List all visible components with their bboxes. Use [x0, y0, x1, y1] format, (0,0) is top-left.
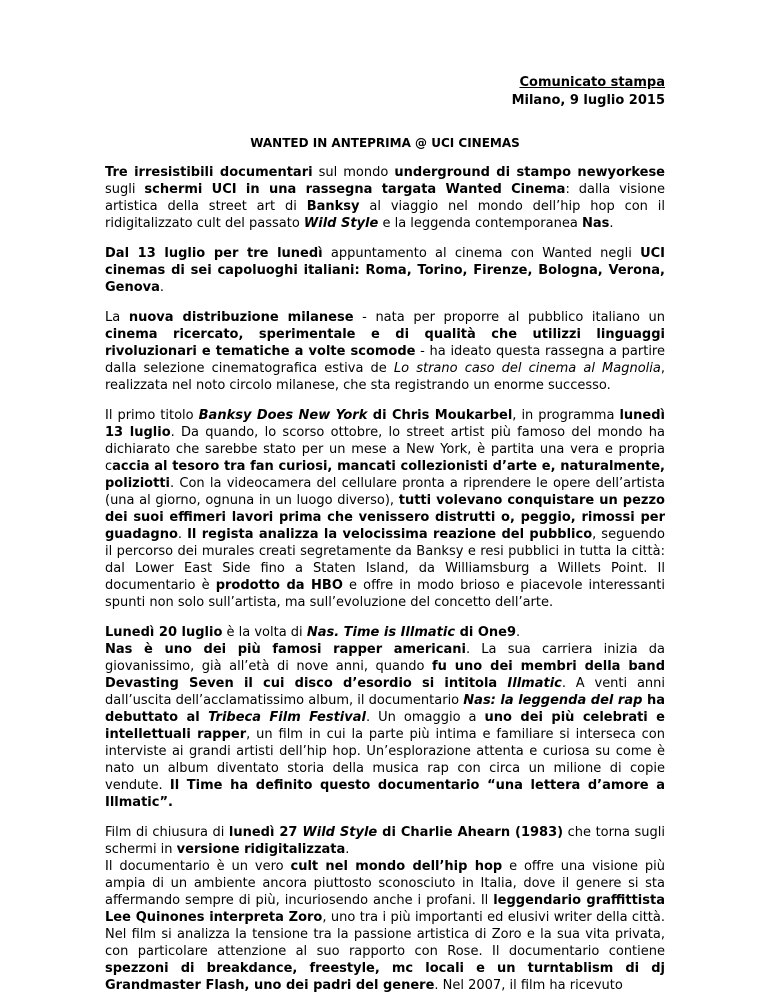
text-run: cult nel mondo dell’hip hop: [290, 859, 503, 874]
paragraph-dates: [105, 245, 665, 296]
text-run: sul mondo: [312, 165, 395, 180]
text-run: di One9: [455, 625, 517, 640]
text-run: lunedì 27: [228, 825, 303, 840]
text-run: e offre in modo brioso e piacevole interessanti spunti non solo sull’artista, ma sull’evoluzione del concetto dell’arte.: [105, 578, 666, 610]
text-run: lunedì 13 luglio: [105, 408, 665, 440]
text-run: , uno tra i più importanti ed elusivi writer della città. Nel film si analizza la tensione tra la passione artistica di Zoro e la sua vita privata, con particolare attenzione al suo rapporto con Rose. Il documentario contiene: [105, 910, 665, 959]
text-run: cinema ricercato, sperimentale e di qualità che utilizzi linguaggi rivoluzionari e tematiche a volte scomode: [105, 327, 665, 359]
text-run: Il regista analizza la velocissima reazione del pubblico: [187, 527, 593, 542]
text-run: e la leggenda contemporanea: [378, 216, 582, 231]
text-run: e offre una visione più ampia di un ambiente ancora piuttosto sconosciuto in Italia, dove il genere si sta affermando sempre di più, incuriosendo anche i profani. Il: [105, 859, 665, 908]
text-run: che torna sugli schermi in: [105, 825, 665, 857]
text-run: Wild Style: [303, 216, 379, 231]
text-run: versione ridigitalizzata: [176, 842, 346, 857]
paragraph-distributor: [105, 309, 665, 394]
text-run: underground di stampo newyorkese: [394, 165, 666, 180]
date-line: Milano, 9 luglio 2015: [511, 93, 665, 108]
text-run: Il Time ha definito questo documentario “una lettera d’amore a Illmatic”.: [105, 778, 665, 810]
document-body: [105, 164, 665, 994]
text-run: Il documentario è un vero: [105, 859, 291, 874]
text-run: sugli: [105, 182, 145, 197]
text-run: Wild Style: [302, 825, 378, 840]
paragraph-wildstyle-date: [105, 824, 665, 858]
text-run: . Un omaggio a: [365, 710, 485, 725]
text-run: . La sua carriera inizia da giovanissimo, già all’età di nove anni, quando: [105, 642, 665, 674]
text-run: - nata per proporre al pubblico italiano un: [353, 310, 666, 325]
text-run: . Da quando, lo scorso ottobre, lo street artist più famoso del mondo ha dichiarato che sarebbe stato per un mese a New York, è partita una vera e propria c: [105, 425, 665, 474]
text-run: leggendario graffittista Lee Quinones interpreta Zoro: [105, 893, 665, 925]
text-run: appuntamento al cinema con Wanted negli: [322, 246, 641, 261]
text-run: .: [516, 625, 521, 640]
document-title: WANTED IN ANTEPRIMA @ UCI CINEMAS: [250, 136, 520, 150]
text-run: uno dei più celebrati e intellettuali rapper: [105, 710, 665, 742]
text-run: tutti volevano conquistare un pezzo dei suoi effimeri lavori prima che venissero distrutti o, peggio, rimossi per guadagno: [105, 493, 665, 542]
text-run: , realizzata nel noto circolo milanese, che sta registrando un enorme successo.: [105, 361, 665, 393]
text-run: schermi UCI in una rassegna targata Wanted Cinema: [144, 182, 566, 197]
document-header: [105, 74, 665, 110]
text-run: Nas. Time is Illmatic: [306, 625, 456, 640]
press-release-label: Comunicato stampa: [519, 75, 665, 90]
text-run: al viaggio nel mondo dell’hip hop con il ridigitalizzato cult del passato: [105, 199, 666, 231]
paragraph-intro: [105, 164, 665, 232]
text-run: Lunedì 20 luglio: [105, 625, 223, 640]
text-run: Il primo titolo: [105, 408, 199, 423]
text-run: Tribeca Film Festival: [208, 710, 366, 725]
text-run: spezzoni di breakdance, freestyle, mc locali e un turntablism di dj Grandmaster Flash, uno dei padri del genere: [105, 961, 665, 993]
text-run: , un film in cui la parte più intima e familiare si interseca con interviste ai grandi artisti dell’hip hop. Un’esplorazione attenta e curiosa su come è nato un album diventato storia della musica rap con circa un milione di copie vendute.: [105, 727, 665, 793]
text-run: Lo strano caso del cinema al Magnolia: [393, 361, 661, 376]
text-run: . A venti anni dall’uscita dell’acclamatissimo album, il documentario: [105, 676, 665, 708]
text-run: prodotto da HBO: [215, 578, 343, 593]
text-run: Tre irresistibili documentari: [105, 165, 313, 180]
text-run: , in programma: [512, 408, 620, 423]
text-run: Banksy: [306, 199, 360, 214]
text-run: .: [609, 216, 614, 231]
paragraph-nas: [105, 641, 665, 811]
text-run: : dalla visione artistica della street art di: [105, 182, 666, 214]
text-run: di Charlie Ahearn (1983): [377, 825, 564, 840]
text-run: UCI cinemas di sei capoluoghi italiani: Roma, Torino, Firenze, Bologna, Verona, Genova: [105, 246, 665, 295]
text-run: Nas è uno dei più famosi rapper americani: [105, 642, 466, 657]
text-run: - ha ideato questa rassegna a partire dalla selezione cinematografica estiva de: [105, 344, 665, 376]
press-release-page: [105, 74, 665, 1007]
text-run: Film di chiusura di: [105, 825, 229, 840]
text-run: La: [105, 310, 129, 325]
text-run: è la volta di: [222, 625, 307, 640]
paragraph-nas-date: [105, 624, 665, 641]
text-run: fu uno dei membri della band Devasting Seven il cui disco d’esordio si intitola: [105, 659, 665, 691]
text-run: di Chris Moukarbel: [367, 408, 513, 423]
text-run: . Nel 2007, il film ha ricevuto: [434, 978, 623, 993]
text-run: nuova distribuzione milanese: [128, 310, 354, 325]
text-run: Illmatic: [507, 676, 562, 691]
text-run: Banksy Does New York: [198, 408, 368, 423]
text-run: . Con la videocamera del cellulare pronta a riprendere le opere dell’artista (una al giorno, ognuna in un luogo diverso),: [105, 476, 665, 508]
text-run: .: [177, 527, 188, 542]
text-run: .: [345, 842, 350, 857]
text-run: accia al tesoro tra fan curiosi, mancati collezionisti d’arte e, naturalmente, poliziotti: [105, 459, 665, 491]
paragraph-banksy: [105, 407, 665, 611]
paragraph-wildstyle: [105, 858, 665, 994]
text-run: .: [159, 280, 165, 295]
text-run: Dal 13 luglio per tre lunedì: [105, 246, 323, 261]
text-run: Nas: la leggenda del rap: [463, 693, 643, 708]
text-run: ha debuttato al: [105, 693, 665, 725]
text-run: Nas: [581, 216, 610, 231]
text-run: , seguendo il percorso dei murales creati segretamente da Banksy e resi pubblici in tutta la città: dal Lower East Side fino a Staten Island, da Williamsburg a Willets Point. Il documentario è: [105, 527, 666, 593]
